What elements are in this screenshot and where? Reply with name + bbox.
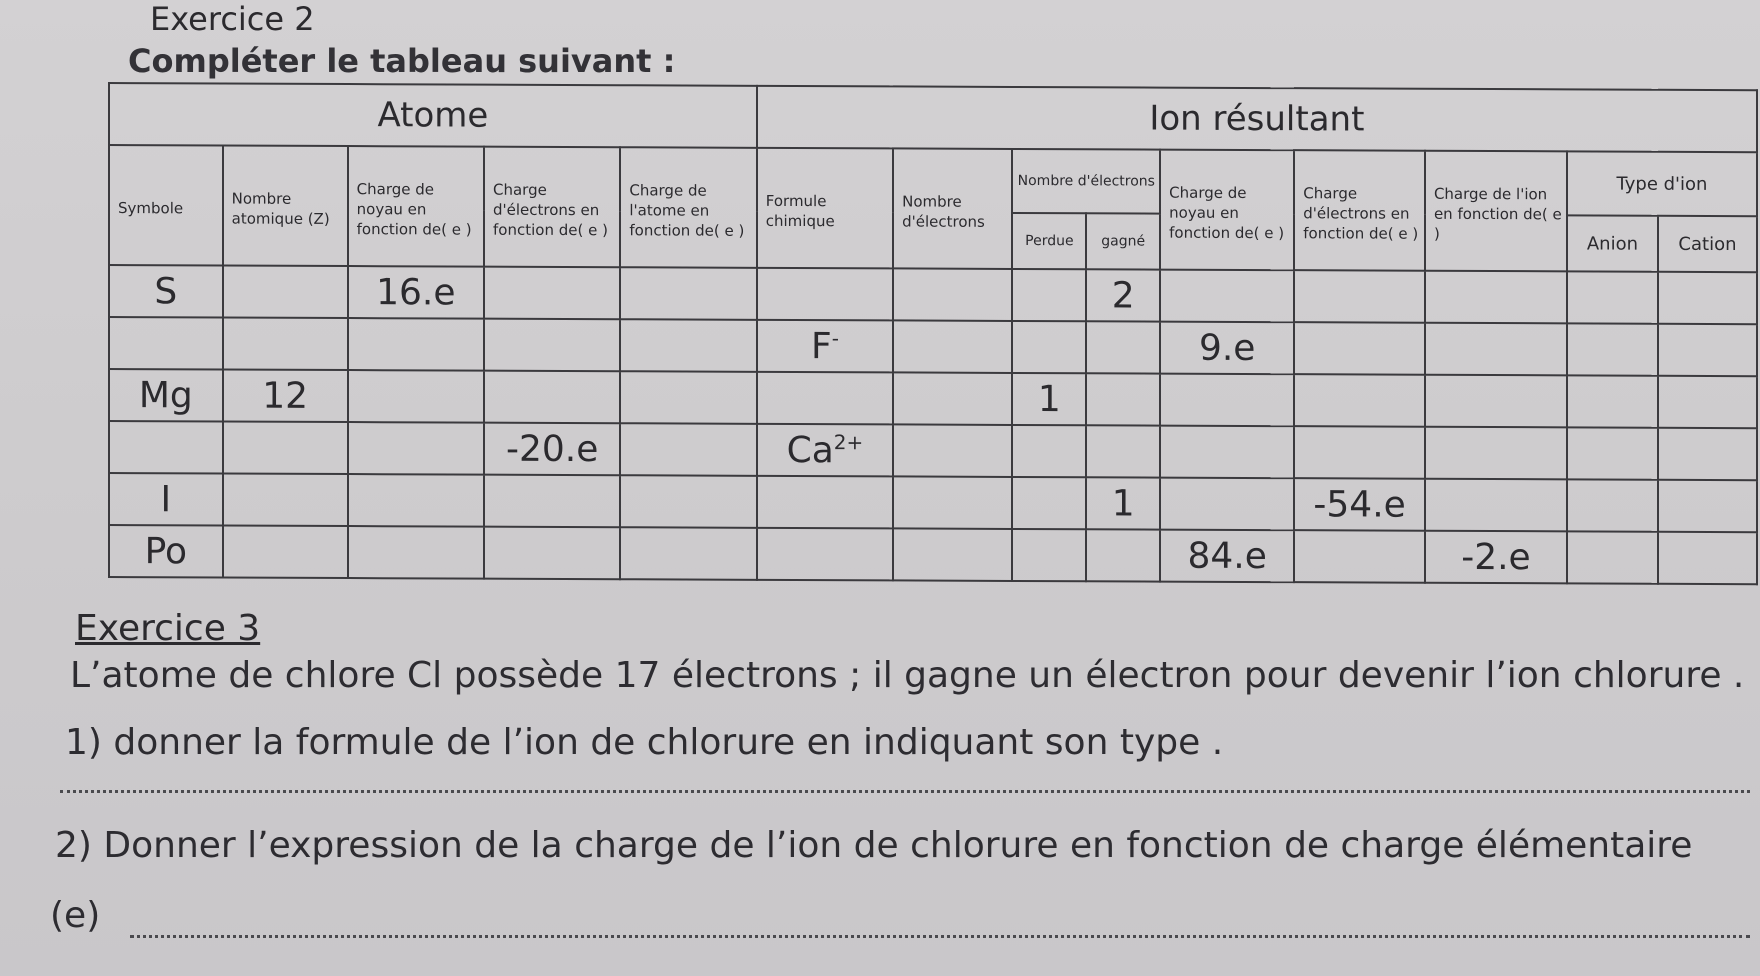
cell-anion[interactable] — [1567, 375, 1658, 427]
ion-table-sheet — [108, 82, 1758, 594]
header-charge-noyau-ion: Charge de noyau en fonction de( e ) — [1160, 150, 1294, 271]
cell-charge-electrons[interactable] — [484, 319, 620, 372]
cell-formule[interactable] — [757, 268, 893, 321]
cell-formule[interactable] — [757, 424, 893, 477]
cell-perdue[interactable] — [1012, 529, 1086, 581]
cell-charge-noyau-ion[interactable]: 9.e — [1160, 322, 1294, 375]
cell-charge-ion[interactable] — [1425, 375, 1567, 428]
header-charge-ion: Charge de l'ion en fonction de( e ) — [1425, 151, 1567, 272]
cell-formule[interactable] — [757, 476, 893, 529]
cell-charge-noyau-ion[interactable] — [1160, 478, 1294, 531]
header-symbole: Symbole — [109, 145, 223, 265]
cell-z[interactable] — [223, 318, 348, 371]
cell-charge-atome[interactable] — [620, 371, 756, 424]
cell-perdue[interactable] — [1012, 269, 1086, 321]
cell-charge-electrons[interactable] — [484, 475, 620, 528]
cell-charge-ion[interactable] — [1425, 323, 1567, 376]
table-row — [109, 317, 1757, 376]
cell-anion[interactable] — [1567, 531, 1658, 583]
header-anion: Anion — [1567, 216, 1658, 272]
cell-charge-atome[interactable] — [620, 423, 756, 476]
header-nombre-atomique: Nombre atomique (Z) — [223, 146, 348, 267]
question-2: 2) Donner l’expression de la charge de l’ion de chlorure en fonction de charge élémentaire — [55, 825, 1693, 866]
cell-z[interactable]: 12 — [223, 370, 348, 423]
cell-gagne[interactable] — [1086, 373, 1160, 425]
cell-anion[interactable] — [1567, 271, 1658, 323]
cell-charge-noyau-ion[interactable]: 84.e — [1160, 530, 1294, 583]
cell-symbole[interactable] — [109, 317, 223, 369]
cell-charge-electrons-ion[interactable] — [1294, 322, 1425, 375]
cell-charge-ion[interactable] — [1425, 427, 1567, 480]
cell-charge-noyau[interactable] — [348, 370, 484, 423]
cell-cation[interactable] — [1658, 480, 1757, 532]
cell-symbole[interactable]: I — [109, 473, 223, 525]
cell-charge-electrons-ion[interactable] — [1294, 426, 1425, 479]
header-charge-electrons-ion: Charge d'électrons en fonction de( e ) — [1294, 150, 1425, 271]
cell-charge-atome[interactable] — [620, 267, 756, 320]
exercise-2-title: Exercice 2 — [150, 0, 315, 38]
table-row — [109, 473, 1757, 532]
table-row — [109, 421, 1757, 480]
cell-z[interactable] — [223, 422, 348, 475]
exercise-3-title: Exercice 3 — [75, 608, 261, 649]
answer-line-1[interactable] — [60, 790, 1750, 793]
formule-charge: 2+ — [833, 429, 864, 454]
cell-perdue[interactable]: 1 — [1012, 373, 1086, 425]
header-nombre-electrons: Nombre d'électrons — [893, 148, 1012, 269]
group-header-atome: Atome — [109, 83, 757, 148]
cell-charge-atome[interactable] — [620, 319, 756, 372]
cell-anion[interactable] — [1567, 427, 1658, 479]
cell-charge-atome[interactable] — [620, 527, 756, 580]
table-row — [109, 525, 1757, 584]
cell-symbole[interactable] — [109, 421, 223, 473]
cell-anion[interactable] — [1567, 323, 1658, 375]
cell-symbole[interactable]: S — [109, 265, 223, 317]
cell-charge-electrons-ion[interactable] — [1294, 530, 1425, 583]
cell-nb-electrons[interactable] — [893, 424, 1012, 477]
cell-charge-electrons[interactable] — [484, 267, 620, 320]
cell-gagne[interactable]: 1 — [1086, 477, 1160, 529]
cell-symbole[interactable]: Po — [109, 525, 223, 577]
ion-table — [108, 82, 1758, 585]
header-type-ion: Type d'ion — [1567, 151, 1757, 216]
cell-charge-noyau[interactable] — [348, 474, 484, 527]
cell-charge-ion[interactable] — [1425, 479, 1567, 532]
cell-charge-noyau[interactable] — [348, 526, 484, 579]
exercise-3-statement: L’atome de chlore Cl possède 17 électrons ; il gagne un électron pour devenir l’ion chlorure . — [70, 655, 1745, 696]
cell-perdue[interactable] — [1012, 425, 1086, 477]
header-perdue: Perdue — [1012, 213, 1086, 269]
cell-gagne[interactable] — [1086, 321, 1160, 373]
cell-charge-electrons-ion[interactable] — [1294, 270, 1425, 323]
question-2-continuation: (e) — [50, 895, 101, 936]
cell-charge-noyau-ion[interactable] — [1160, 270, 1294, 323]
cell-anion[interactable] — [1567, 479, 1658, 531]
cell-charge-electrons-ion[interactable]: -54.e — [1294, 478, 1425, 531]
cell-z[interactable] — [223, 266, 348, 319]
cell-charge-electrons[interactable] — [484, 371, 620, 424]
cell-nb-electrons[interactable] — [893, 476, 1012, 529]
header-cation: Cation — [1658, 216, 1757, 272]
group-header-ion: Ion résultant — [757, 86, 1757, 152]
header-charge-noyau: Charge de noyau en fonction de( e ) — [348, 146, 484, 267]
cell-gagne[interactable] — [1086, 425, 1160, 477]
cell-nb-electrons[interactable] — [893, 372, 1012, 425]
formule-charge: - — [831, 325, 839, 350]
cell-formule[interactable] — [757, 528, 893, 581]
answer-line-2[interactable] — [130, 935, 1750, 938]
header-gagne: gagné — [1086, 214, 1160, 270]
cell-cation[interactable] — [1658, 376, 1757, 428]
cell-perdue[interactable] — [1012, 321, 1086, 373]
cell-charge-atome[interactable] — [620, 475, 756, 528]
cell-charge-noyau[interactable]: 16.e — [348, 266, 484, 319]
cell-gagne[interactable]: 2 — [1086, 269, 1160, 321]
exercise-2-instruction: Compléter le tableau suivant : — [128, 42, 676, 80]
cell-cation[interactable] — [1658, 272, 1757, 324]
cell-charge-ion[interactable] — [1425, 271, 1567, 324]
cell-charge-electrons[interactable]: -20.e — [484, 423, 620, 476]
formule-text: Ca — [786, 429, 834, 471]
cell-nb-electrons[interactable] — [893, 268, 1012, 321]
cell-nb-electrons[interactable] — [893, 528, 1012, 581]
question-1: 1) donner la formule de l’ion de chlorure en indiquant son type . — [65, 722, 1224, 763]
table-row — [109, 369, 1757, 428]
cell-z[interactable] — [223, 526, 348, 579]
cell-cation[interactable] — [1658, 324, 1757, 376]
cell-charge-noyau[interactable] — [348, 318, 484, 371]
header-charge-atome: Charge de l'atome en fonction de( e ) — [620, 147, 756, 268]
cell-charge-electrons-ion[interactable] — [1294, 374, 1425, 427]
cell-formule[interactable] — [757, 320, 893, 373]
cell-gagne[interactable] — [1086, 529, 1160, 581]
cell-charge-noyau-ion[interactable] — [1160, 374, 1294, 427]
cell-symbole[interactable]: Mg — [109, 369, 223, 421]
cell-perdue[interactable] — [1012, 477, 1086, 529]
header-charge-electrons: Charge d'électrons en fonction de( e ) — [484, 147, 620, 268]
header-formule: Formule chimique — [757, 148, 893, 269]
cell-charge-ion[interactable]: -2.e — [1425, 531, 1567, 584]
table-row — [109, 265, 1757, 324]
cell-charge-noyau[interactable] — [348, 422, 484, 475]
cell-cation[interactable] — [1658, 428, 1757, 480]
cell-nb-electrons[interactable] — [893, 320, 1012, 373]
cell-z[interactable] — [223, 474, 348, 527]
formule-text: F — [810, 325, 832, 367]
cell-formule[interactable] — [757, 372, 893, 425]
cell-charge-electrons[interactable] — [484, 527, 620, 580]
cell-cation[interactable] — [1658, 532, 1757, 584]
header-nombre-electrons-pg: Nombre d'électrons — [1012, 149, 1160, 214]
cell-charge-noyau-ion[interactable] — [1160, 426, 1294, 479]
